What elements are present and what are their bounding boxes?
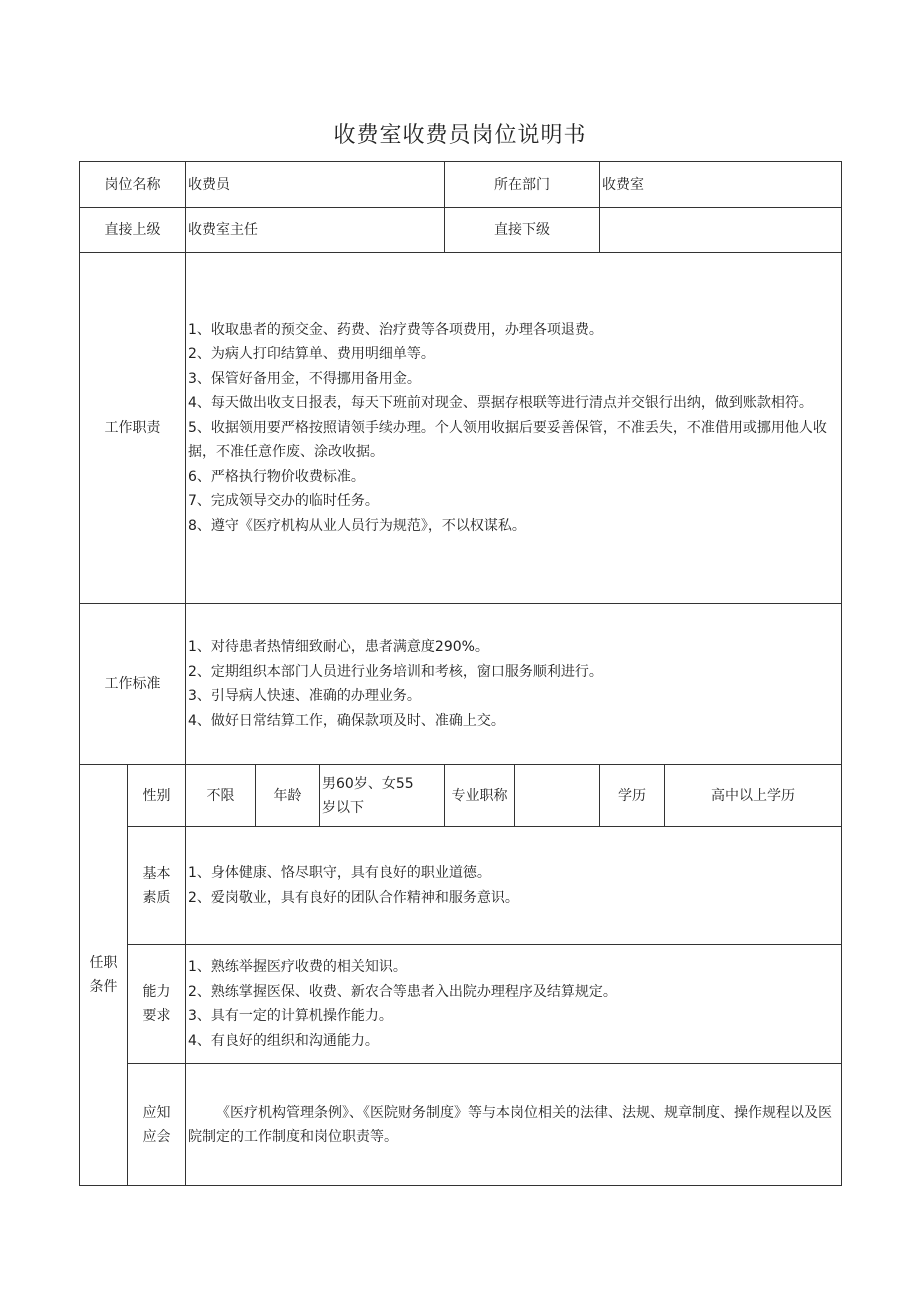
gender-value: 不限 — [186, 765, 256, 827]
duties-list — [186, 253, 842, 604]
ability-item: 4、有良好的组织和沟通能力。 — [188, 1032, 379, 1049]
label-position: 岗位名称 — [80, 162, 186, 208]
label-basic-quality: 基本 素质 — [128, 827, 186, 945]
education-value: 高中以上学历 — [665, 765, 842, 827]
row-position — [80, 162, 842, 208]
row-ability — [80, 945, 842, 1064]
label-knowledge: 应知 应会 — [128, 1064, 186, 1186]
duty-item: 5、收据领用要严格按照请领手续办理。个人领用收据后要妥善保管，不准丢失，不准借用或挪用他人收据，不准任意作废、涂改收据。 — [188, 419, 827, 461]
superior-value: 收费室主任 — [186, 208, 445, 253]
ability-list — [186, 945, 842, 1064]
label-qualifications: 任职 条件 — [80, 765, 128, 1186]
duty-item: 6、严格执行物价收费标准。 — [188, 468, 365, 485]
duty-item: 8、遵守《医疗机构从业人员行为规范》，不以权谋私。 — [188, 517, 526, 534]
label-gender: 性别 — [128, 765, 186, 827]
quality-item: 1、身体健康、恪尽职守，具有良好的职业道德。 — [188, 865, 491, 881]
row-superior — [80, 208, 842, 253]
duty-item: 7、完成领导交办的临时任务。 — [188, 493, 379, 510]
label-standards: 工作标准 — [80, 604, 186, 765]
row-standards — [80, 604, 842, 765]
row-knowledge — [80, 1064, 842, 1186]
label-superior: 直接上级 — [80, 208, 186, 253]
label-duties: 工作职责 — [80, 253, 186, 604]
job-description-table — [79, 161, 842, 1186]
ability-item: 1、熟练举握医疗收费的相关知识。 — [188, 959, 407, 975]
position-value: 收费员 — [186, 162, 445, 208]
label-age: 年龄 — [256, 765, 320, 827]
document-title: 收费室收费员岗位说明书 — [333, 123, 587, 148]
row-basic-quality — [80, 827, 842, 945]
duty-item: 3、保管好备用金，不得挪用备用金。 — [188, 370, 421, 387]
age-value: 男60岁、女55 岁以下 — [320, 765, 445, 827]
label-subordinate: 直接下级 — [445, 208, 600, 253]
duty-item: 2、为病人打印结算单、费用明细单等。 — [188, 346, 435, 363]
duty-item: 4、每天做出收支日报表，每天下班前对现金、票据存根联等进行清点并交银行出纳，做到账款相符。 — [188, 395, 813, 412]
basic-quality-list — [186, 827, 842, 945]
label-education: 学历 — [600, 765, 665, 827]
standard-item: 4、做好日常结算工作，确保款项及时、准确上交。 — [188, 712, 505, 729]
standard-item: 3、引导病人快速、准确的办理业务。 — [188, 688, 421, 704]
label-department: 所在部门 — [445, 162, 600, 208]
label-professional-title: 专业职称 — [445, 765, 515, 827]
standards-list — [186, 604, 842, 765]
standard-item: 1、对待患者热情细致耐心，患者满意度290%。 — [188, 639, 489, 655]
duty-item: 1、收取患者的预交金、药费、治疗费等各项费用，办理各项退费。 — [188, 321, 603, 338]
professional-title-value — [515, 765, 600, 827]
subordinate-value — [600, 208, 842, 253]
ability-item: 2、熟练掌握医保、收费、新农合等患者入出院办理程序及结算规定。 — [188, 983, 617, 1000]
ability-item: 3、具有一定的计算机操作能力。 — [188, 1008, 393, 1024]
knowledge-text: 《医疗机构管理条例》、《医院财务制度》等与本岗位相关的法律、法规、规章制度、操作规程以及医院制定的工作制度和岗位职责等。 — [186, 1064, 842, 1186]
row-duties — [80, 253, 842, 604]
quality-item: 2、爱岗敬业，具有良好的团队合作精神和服务意识。 — [188, 889, 519, 906]
label-ability: 能力 要求 — [128, 945, 186, 1064]
standard-item: 2、定期组织本部门人员进行业务培训和考核，窗口服务顺利进行。 — [188, 663, 603, 680]
department-value: 收费室 — [600, 162, 842, 208]
row-basic-requirements — [80, 765, 842, 827]
